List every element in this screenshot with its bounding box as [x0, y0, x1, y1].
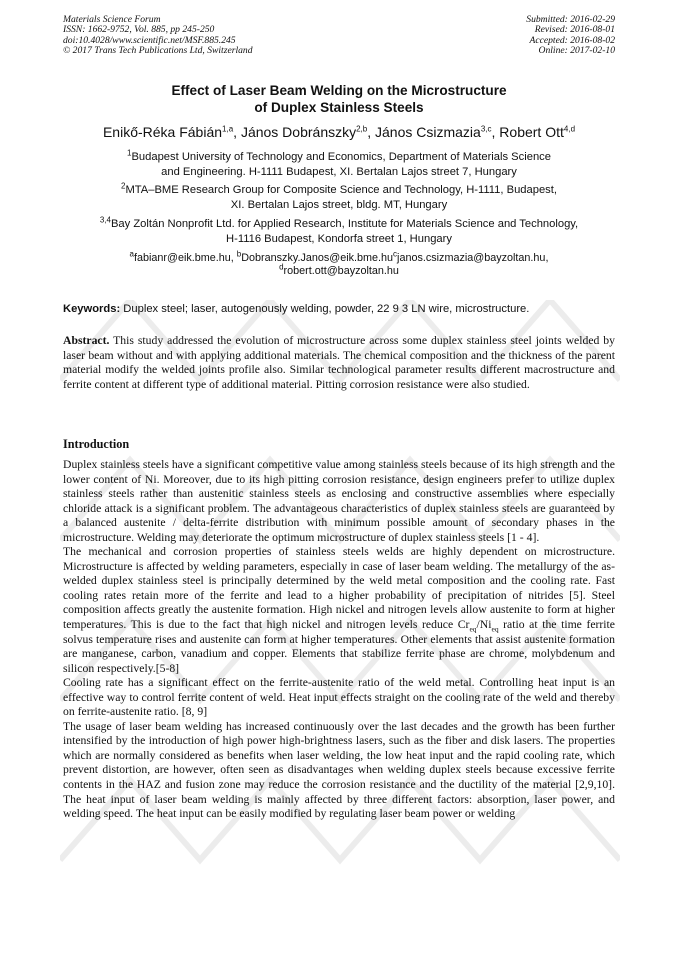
- section-heading: Introduction: [63, 437, 130, 451]
- paragraph: [63, 545, 615, 676]
- doi: doi:10.4028/www.scientific.net/MSF.885.245: [63, 34, 236, 46]
- paragraph: Cooling rate has a significant effect on the ferrite-austenite ratio of the weld metal. Controlling heat input is an effective way to control ferrite content of weld. Heat input effects straight on the cooling rate of the weld and thereby on ferrite-austenite ratio. [8, 9]: [63, 676, 615, 719]
- keywords-label: Keywords:: [63, 303, 121, 315]
- paragraph-text: /Ni: [476, 618, 492, 632]
- email-sup: c: [393, 249, 398, 259]
- revised-date: Revised: 2016-08-01: [534, 24, 615, 36]
- paragraph: Duplex stainless steels have a significant competitive value among stainless steels because of its high strength and the lower content of Ni. Moreover, due to its high pitting corrosion resistance, design engineers prefer to utilize duplex stainless steels rather than austenitic stainless steels as enclosing and constructive assemblies where especially chloride attack is a significant problem. The advantageous characteristics of duplex stainless steels are guaranteed by a balanced austenite / delta-ferrite distribution with minimum possible amount of secondary phases in the microstructure. Welding may deteriorate the optimum microstructure of duplex stainless steels [1 - 4].: [63, 458, 615, 544]
- author-sep: ,: [491, 124, 500, 140]
- email-sup: a: [129, 249, 134, 259]
- author-name: Robert Ott: [499, 124, 564, 140]
- issn: ISSN: 1662-9752, Vol. 885, pp 245-250: [63, 24, 215, 36]
- journal-name: Materials Science Forum: [63, 14, 161, 25]
- email-link[interactable]: robert.ott@bayzoltan.hu: [283, 265, 399, 277]
- author-name: Enikő-Réka Fábián: [102, 124, 223, 140]
- author-sup: 4,d: [563, 124, 576, 134]
- abstract: [63, 334, 615, 392]
- affiliation-sup: 1: [127, 148, 132, 158]
- author-sep: ,: [233, 124, 241, 140]
- affiliation-line: and Engineering. H-1111 Budapest, XI. Bertalan Lajos street 7, Hungary: [161, 165, 517, 178]
- affiliation-line: XI. Bertalan Lajos street, bldg. MT, Hungary: [230, 198, 448, 211]
- online-date: Online: 2017-02-10: [538, 45, 615, 57]
- paragraph: The usage of laser beam welding has increased continuously over the last decades and the growth has been further intensified by the introduction of high power high-brightness lasers, such as the fiber and disk lasers. The properties which are normally considered as benefits when laser welding, the low heat input and the rapid cooling rate, which prevent distortion, are however, often seen as disadvantages when welding duplex steels because excessive ferrite contents in the HAZ and fusion zone may reduce the corrosion resistance and the ductility of the material [2,9,10]. The heat input of laser beam welding is mainly affected by three different factors: absorption, laser power, and welding speed. The heat input can be easily modified by regulating laser beam power or welding: [63, 719, 615, 821]
- author-emails: [50, 249, 628, 278]
- author-sep: ,: [367, 124, 376, 140]
- affiliation-sup: 2: [120, 181, 126, 191]
- author-sup: 2,b: [356, 124, 368, 134]
- paragraph-text: The mechanical and corrosion properties of stainless steels welds are highly dependent on microstructure. Microstructure is affected by welding parameters, especially in case of laser beam welding. The metallurgy of the as-welded duplex stainless steel is principally determined by the weld metal composition and the cooling rate. Fast cooling rates retain more of the ferrite and lead to a higher probability of precipitation of nitrides [5]. Steel composition affects greatly the austenite formation. High nickel and nitrogen levels allow austenite to form at higher temperatures. This is due to the fact that high nickel and nitrogen levels reduce Cr: [63, 545, 615, 632]
- abstract-label: Abstract.: [63, 334, 110, 347]
- submitted-date: Submitted: 2016-02-29: [526, 14, 615, 25]
- email-sup: d: [279, 262, 284, 272]
- author-sup: 3,c: [480, 124, 492, 134]
- paragraph-text: ratio at the time ferrite solvus temperature rises and austenite can form at higher temperatures. Other elements that assist austenite formation are manganese, carbon, vanadium and copper. Elements that stabilize ferrite phase are chrome, molybdenum and silicon respectively.[5-8]: [63, 618, 615, 675]
- header-left: [63, 15, 253, 57]
- subscript: eq: [469, 624, 477, 634]
- author-list: [20, 123, 658, 141]
- email-sup: b: [236, 249, 242, 259]
- email-link[interactable]: fabianr@eik.bme.hu,: [134, 252, 237, 264]
- affiliation-line: Budapest University of Technology and Economics, Department of Materials Science: [131, 151, 551, 163]
- affiliation-3: [50, 217, 628, 246]
- affiliation-line: Bay Zoltán Nonprofit Ltd. for Applied Research, Institute for Materials Science and Technology,: [110, 218, 579, 230]
- affiliation-2: [50, 183, 628, 212]
- affiliation-line: H-1116 Budapest, Kondorfa street 1, Hungary: [226, 232, 452, 245]
- accepted-date: Accepted: 2016-08-02: [529, 34, 615, 46]
- author-name: János Dobránszky: [240, 124, 357, 140]
- subscript: eq: [491, 624, 499, 634]
- author-name: János Csizmazia: [375, 124, 481, 140]
- title-line-2: of Duplex Stainless Steels: [254, 100, 424, 115]
- keywords-text: Duplex steel; laser, autogenously welding, powder, 22 9 3 LN wire, microstructure.: [120, 303, 530, 315]
- keywords: [63, 302, 615, 316]
- affiliation-sup: 3,4: [99, 215, 111, 225]
- paper-title: [40, 82, 638, 116]
- author-sup: 1,a: [222, 124, 234, 134]
- abstract-text: This study addressed the evolution of microstructure across some duplex stainless steel joints welded by laser beam without and with applying additional materials. The chemical composition and the thickness of the parent material modify the welded joints profile also. Similar technological parameter results different macrostructure and ferrite content at different type of additional material. Pitting corrosion resistance were also studied.: [63, 334, 615, 391]
- email-link[interactable]: Dobranszky.Janos@eik.bme.hu: [241, 252, 394, 264]
- introduction-body: [63, 458, 615, 822]
- title-line-1: Effect of Laser Beam Welding on the Microstructure: [171, 83, 507, 98]
- affiliation-1: [50, 150, 628, 179]
- copyright: © 2017 Trans Tech Publications Ltd, Switzerland: [63, 45, 253, 57]
- affiliation-line: MTA–BME Research Group for Composite Science and Technology, H-1111, Budapest,: [125, 184, 557, 196]
- header-right: [526, 15, 615, 57]
- email-link[interactable]: janos.csizmazia@bayzoltan.hu,: [397, 252, 549, 264]
